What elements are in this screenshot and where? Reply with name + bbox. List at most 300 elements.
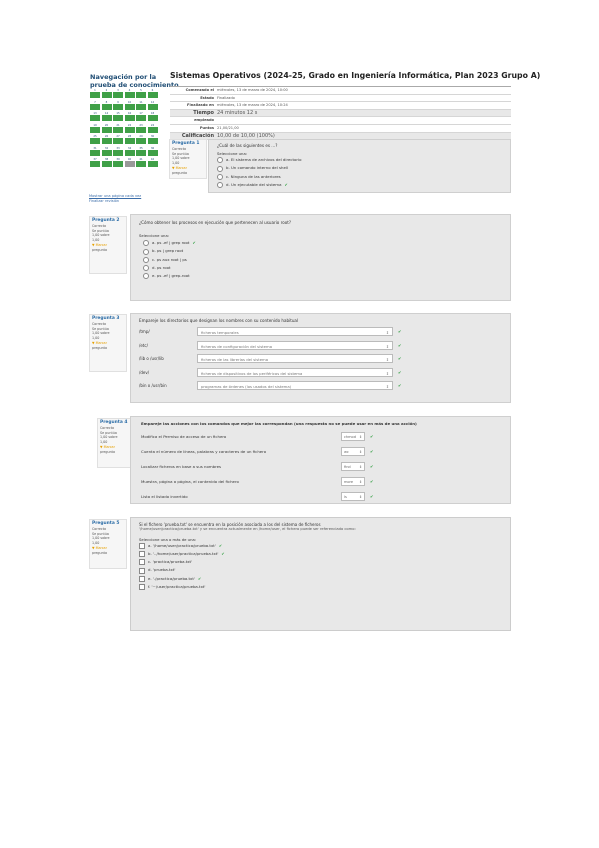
answer-option-label: d. Un ejecutable del sistema (226, 181, 282, 187)
match-select[interactable] (341, 492, 365, 501)
match-row (139, 366, 502, 380)
question-info-text: Se puntúa (92, 326, 109, 331)
match-row (139, 339, 502, 353)
nav-question-status (102, 127, 112, 133)
nav-question-27[interactable] (113, 135, 123, 145)
nav-question-17[interactable] (136, 112, 146, 122)
nav-question-status (113, 161, 123, 167)
nav-question-33[interactable] (113, 147, 123, 157)
question-4-box (130, 416, 511, 504)
summary-value: Finalizado (217, 95, 235, 100)
nav-question-35[interactable] (136, 147, 146, 157)
nav-question-status (113, 115, 123, 121)
answer-option[interactable] (217, 156, 502, 164)
question-navigation-grid (90, 89, 158, 168)
chevron-updown-icon: ⇕ (385, 343, 389, 349)
question-1-prompt: Seleccione una: (217, 151, 248, 157)
correct-check-icon: ✔ (398, 329, 402, 335)
question-info-text: Marcar (175, 165, 187, 170)
question-info-text: 1,00 (100, 440, 108, 445)
checkbox[interactable] (139, 568, 145, 574)
chevron-updown-icon: ⇕ (385, 384, 389, 390)
nav-question-34[interactable] (125, 147, 135, 157)
answer-option-label: a. El sistema de archivos del directorio (226, 157, 302, 163)
nav-question-8[interactable] (102, 101, 112, 111)
nav-question-number: 5 (136, 89, 146, 92)
checkbox[interactable] (139, 551, 145, 557)
answer-option[interactable] (143, 264, 498, 272)
nav-question-9[interactable] (113, 101, 123, 111)
nav-question-5[interactable] (136, 89, 146, 99)
summary-value (217, 117, 511, 124)
answer-option[interactable] (143, 256, 498, 264)
nav-question-40[interactable] (125, 158, 135, 168)
match-select[interactable] (197, 327, 393, 336)
nav-question-41[interactable] (136, 158, 146, 168)
nav-question-status (113, 104, 123, 110)
nav-question-status (90, 138, 100, 144)
nav-question-number: 40 (125, 158, 135, 161)
correct-check-icon: ✔ (370, 479, 374, 485)
correct-check-icon: ✔ (398, 356, 402, 362)
correct-check-icon: ✔ (221, 551, 225, 556)
correct-check-icon: ✔ (192, 240, 196, 246)
match-row (141, 429, 500, 444)
flag-icon: ▼ (92, 340, 96, 345)
match-select-value: wc (344, 450, 349, 455)
radio-button[interactable] (217, 157, 223, 163)
question-4-matches (131, 429, 510, 504)
nav-question-4[interactable] (125, 89, 135, 99)
flag-icon: ▼ (172, 165, 176, 170)
match-row (141, 444, 500, 459)
question-3-box (130, 313, 511, 403)
nav-question-25[interactable] (90, 135, 100, 145)
nav-question-32[interactable] (102, 147, 112, 157)
nav-question-14[interactable] (102, 112, 112, 122)
question-info-text: pregunta (92, 345, 107, 350)
nav-question-status (136, 115, 146, 121)
radio-button[interactable] (217, 174, 223, 180)
nav-question-status (136, 92, 146, 98)
flag-icon: ▼ (92, 545, 96, 550)
nav-question-10[interactable] (125, 101, 135, 111)
nav-question-37[interactable] (90, 158, 100, 168)
nav-question-number: 10 (125, 101, 135, 104)
answer-option[interactable] (143, 247, 498, 255)
nav-question-number: 2 (102, 89, 112, 92)
nav-question-status (90, 161, 100, 167)
nav-question-24[interactable] (148, 124, 158, 134)
match-select[interactable] (197, 368, 393, 377)
match-row (141, 459, 500, 474)
attempt-summary-table (170, 86, 511, 140)
summary-label: Finalizado en (187, 103, 214, 108)
nav-question-status (125, 138, 135, 144)
question-info-text: Pregunta 5 (92, 521, 120, 526)
nav-question-number: 23 (136, 124, 146, 127)
nav-question-number: 20 (102, 124, 112, 127)
nav-question-status (136, 104, 146, 110)
question-5-options (131, 542, 510, 591)
question-3-text: Empareje los directorios que designan los nombres con su contenido habitual (139, 318, 299, 323)
nav-question-status (125, 115, 135, 121)
summary-row (170, 95, 511, 103)
match-row (139, 379, 502, 393)
question-info-text: Se puntúa (100, 430, 117, 435)
radio-button[interactable] (143, 257, 149, 263)
match-select-value: find (344, 465, 351, 470)
nav-question-21[interactable] (113, 124, 123, 134)
checkbox[interactable] (139, 559, 145, 565)
nav-question-status (125, 150, 135, 156)
nav-question-number: 21 (113, 124, 123, 127)
nav-question-number: 4 (125, 89, 135, 92)
match-select[interactable] (341, 447, 365, 456)
question-info-text: Pregunta 1 (172, 141, 200, 146)
match-label: /bin o /usr/bin (139, 383, 167, 389)
nav-question-number: 22 (125, 124, 135, 127)
match-label: /lib o /usr/lib (139, 356, 164, 362)
checkbox[interactable] (139, 584, 145, 590)
summary-label: empleado (194, 118, 214, 123)
nav-question-number: 42 (148, 158, 158, 161)
nav-question-number: 9 (113, 101, 123, 104)
nav-question-7[interactable] (90, 101, 100, 111)
nav-question-number: 3 (113, 89, 123, 92)
match-select[interactable] (341, 462, 365, 471)
question-info-text: Correcta (172, 146, 187, 151)
question-info-text: Se puntúa (92, 228, 109, 233)
question-info-text: Correcta (92, 321, 107, 326)
question-5-text-2: '/home/user/practica/prueba.txt' y se encuentra actualmente en /home/user, el fichero puede ser referenciado como: (139, 527, 356, 531)
nav-question-23[interactable] (136, 124, 146, 134)
quiz-navigation-title: Navegación por la prueba de conocimiento (90, 73, 179, 89)
question-5-text-1: Si el fichero 'prueba.txt' se encuentra en la posición asociada a los del sistema de ficheros (139, 522, 321, 527)
nav-question-status (148, 92, 158, 98)
nav-question-28[interactable] (125, 135, 135, 145)
nav-question-number: 11 (136, 101, 146, 104)
nav-question-status (148, 150, 158, 156)
summary-label: Puntos (199, 125, 214, 130)
question-info-text: 1,00 sobre (92, 536, 110, 541)
question-info-line[interactable] (172, 171, 204, 176)
checkbox[interactable] (139, 543, 145, 549)
nav-question-number: 14 (102, 112, 112, 115)
match-select[interactable] (341, 432, 365, 441)
question-2-box (130, 214, 511, 301)
question-info-line[interactable] (100, 450, 132, 455)
answer-option-label: c. 'practica/prueba.txt' (148, 559, 193, 565)
answer-option-label: b. ps | grep root (152, 248, 184, 254)
nav-question-42[interactable] (148, 158, 158, 168)
correct-check-icon: ✔ (398, 383, 402, 389)
finish-review-link[interactable]: Finalizar revisión (89, 199, 120, 203)
answer-option[interactable] (217, 164, 502, 172)
nav-question-status (90, 127, 100, 133)
correct-check-icon: ✔ (197, 575, 202, 581)
correct-check-icon: ✔ (370, 434, 374, 440)
nav-question-status (90, 150, 100, 156)
match-row (139, 325, 502, 339)
question-info-line[interactable] (92, 346, 124, 351)
summary-label: Comenzado el (185, 88, 214, 92)
nav-question-number: 24 (148, 124, 158, 127)
answer-option[interactable] (217, 181, 502, 189)
radio-button[interactable] (143, 273, 149, 279)
answer-option[interactable] (139, 542, 502, 550)
question-5-prompt: Seleccione una o más de una: (139, 536, 197, 542)
nav-question-status (136, 138, 146, 144)
summary-row (170, 117, 511, 125)
nav-question-number: 32 (102, 147, 112, 150)
summary-value: miércoles, 13 de marzo de 2024, 10:00 (217, 88, 288, 92)
question-info-text: Pregunta 2 (92, 218, 120, 223)
nav-question-status (113, 150, 123, 156)
answer-option[interactable] (139, 566, 502, 574)
match-select-value: more (344, 480, 354, 485)
match-label: Modifica el Permiso de acceso de un fichero (141, 434, 227, 440)
match-select-value: ficheros de dispositivos de los periféricos del sistema (201, 370, 303, 376)
question-1-info (169, 139, 207, 179)
chevron-updown-icon: ⇕ (359, 435, 362, 440)
radio-button[interactable] (217, 166, 223, 172)
nav-question-number: 18 (148, 112, 158, 115)
question-2-text: ¿Cómo obtener los procesos en ejecución que pertenecen al usuario root? (139, 220, 291, 225)
match-select-value: ficheros de las librerías del sistema (201, 357, 269, 363)
nav-question-status (102, 161, 112, 167)
nav-question-11[interactable] (136, 101, 146, 111)
flag-icon: ▼ (92, 242, 96, 247)
radio-button[interactable] (143, 265, 149, 271)
checkbox[interactable] (139, 576, 145, 582)
nav-question-18[interactable] (148, 112, 158, 122)
match-label: Cuenta el número de líneas, palabras y caracteres de un fichero (141, 449, 267, 455)
answer-option[interactable] (139, 550, 502, 558)
nav-question-status (125, 104, 135, 110)
nav-question-31[interactable] (90, 147, 100, 157)
nav-question-22[interactable] (125, 124, 135, 134)
nav-question-status (136, 127, 146, 133)
correct-check-icon: ✔ (370, 449, 374, 455)
question-1-box (208, 139, 511, 193)
flag-icon: ▼ (100, 444, 104, 449)
correct-check-icon: ✔ (398, 342, 402, 348)
nav-question-status (102, 150, 112, 156)
match-select[interactable] (197, 341, 393, 350)
summary-value: 24 minutos 12 s (217, 109, 258, 116)
answer-option-label: c. Ninguna de las anteriores (226, 173, 281, 179)
nav-question-number: 16 (125, 112, 135, 115)
correct-check-icon: ✔ (218, 542, 223, 548)
nav-question-2[interactable] (102, 89, 112, 99)
answer-option[interactable] (139, 583, 502, 591)
question-info-text: pregunta (172, 170, 187, 175)
answer-option-label: e. './practica/prueba.txt' (148, 575, 195, 581)
chevron-updown-icon: ⇕ (359, 480, 362, 485)
answer-option-label: d. ps root (152, 264, 171, 270)
question-info-text: pregunta (100, 449, 115, 454)
answer-option-label: b. '../home/user/practica/prueba.txt' (148, 551, 219, 556)
question-info-text: Correcta (92, 223, 107, 228)
question-info-text: Correcta (100, 425, 115, 430)
question-3-matches (131, 325, 510, 393)
radio-button[interactable] (143, 240, 149, 246)
nav-question-number: 26 (102, 135, 112, 138)
nav-question-number: 38 (102, 158, 112, 161)
answer-option[interactable] (139, 575, 502, 583)
radio-button[interactable] (143, 249, 149, 255)
show-one-page-link[interactable]: Mostrar una página cada vez (89, 194, 142, 198)
match-select-value: chmod (344, 435, 356, 440)
chevron-updown-icon: ⇕ (359, 450, 362, 455)
nav-question-1[interactable] (90, 89, 100, 99)
correct-check-icon: ✔ (398, 369, 402, 375)
summary-row (170, 110, 511, 118)
match-label: /dev/ (139, 369, 150, 375)
radio-button[interactable] (217, 182, 223, 188)
question-info-text: pregunta (92, 550, 107, 555)
nav-question-3[interactable] (113, 89, 123, 99)
answer-option-label: d. 'prueba.txt' (148, 567, 176, 573)
question-info-text: 1,00 (92, 238, 100, 243)
question-info-text: Marcar (95, 340, 107, 345)
answer-option-label: f. '~/user/practica/prueba.txt' (148, 583, 206, 589)
question-info-text: pregunta (92, 247, 107, 252)
question-info-line[interactable] (92, 248, 124, 253)
nav-question-number: 13 (90, 112, 100, 115)
match-label: Localizar ficheros en base a sus nombres (141, 464, 222, 470)
summary-value: miércoles, 13 de marzo de 2024, 10:24 (217, 103, 288, 108)
nav-question-status (148, 138, 158, 144)
nav-question-36[interactable] (148, 147, 158, 157)
question-info-text: Pregunta 4 (100, 420, 128, 425)
nav-question-13[interactable] (90, 112, 100, 122)
correct-check-icon: ✔ (370, 464, 374, 470)
chevron-updown-icon: ⇕ (385, 330, 389, 336)
nav-question-6[interactable] (148, 89, 158, 99)
summary-row (170, 102, 511, 110)
question-info-text: Pregunta 3 (92, 316, 120, 321)
nav-question-status (102, 104, 112, 110)
nav-question-15[interactable] (113, 112, 123, 122)
question-info-text: Marcar (95, 242, 107, 247)
match-row (141, 489, 500, 504)
summary-row (170, 87, 511, 95)
match-row (141, 474, 500, 489)
question-5-box (130, 517, 511, 631)
nav-question-number: 7 (90, 101, 100, 104)
nav-question-12[interactable] (148, 101, 158, 111)
question-info-text: Se puntúa (92, 531, 109, 536)
nav-question-number: 34 (125, 147, 135, 150)
match-label: /etc/ (139, 342, 148, 348)
question-1-text: ¿Cuál de las siguientes es ...? (217, 143, 278, 148)
correct-check-icon: ✔ (370, 494, 374, 500)
nav-question-29[interactable] (136, 135, 146, 145)
nav-question-status (102, 115, 112, 121)
nav-question-26[interactable] (102, 135, 112, 145)
answer-option[interactable] (217, 173, 502, 181)
match-select-value: programas de órdenes (los usados del sistema) (201, 384, 292, 390)
match-select[interactable] (341, 477, 365, 486)
answer-option[interactable] (143, 272, 498, 280)
question-2-prompt: Seleccione una: (139, 233, 170, 239)
match-select[interactable] (197, 381, 393, 390)
nav-question-status (125, 92, 135, 98)
nav-question-number: 28 (125, 135, 135, 138)
question-info-text: Marcar (103, 444, 115, 449)
nav-question-19[interactable] (90, 124, 100, 134)
match-select-value: ficheros temporales (201, 330, 239, 336)
question-info-text: 1,00 (92, 336, 100, 341)
question-1-options (209, 156, 510, 189)
answer-option-label: e. ps -ef | grep-root (152, 273, 190, 279)
chevron-updown-icon: ⇕ (359, 495, 362, 500)
nav-question-number: 1 (90, 89, 100, 92)
chevron-updown-icon: ⇕ (385, 357, 389, 363)
nav-question-status (113, 127, 123, 133)
nav-question-number: 33 (113, 147, 123, 150)
nav-question-status (102, 138, 112, 144)
chevron-updown-icon: ⇕ (385, 370, 389, 376)
nav-question-status (90, 92, 100, 98)
page-title: Sistemas Operativos (2024-25, Grado en Ingeniería Informática, Plan 2023 Grupo A) (170, 71, 541, 80)
nav-question-16[interactable] (125, 112, 135, 122)
nav-question-status (148, 127, 158, 133)
nav-question-number: 12 (148, 101, 158, 104)
nav-question-number: 8 (102, 101, 112, 104)
nav-question-20[interactable] (102, 124, 112, 134)
nav-question-39[interactable] (113, 158, 123, 168)
nav-question-status (90, 104, 100, 110)
nav-question-status (102, 92, 112, 98)
question-2-info (89, 216, 127, 274)
summary-row (170, 125, 511, 133)
answer-option[interactable] (143, 239, 498, 247)
nav-question-status (148, 115, 158, 121)
nav-question-status (136, 150, 146, 156)
match-label: /tmp/ (139, 329, 150, 335)
answer-option[interactable] (139, 558, 502, 566)
nav-question-number: 41 (136, 158, 146, 161)
nav-question-number: 29 (136, 135, 146, 138)
answer-option-label: a. ps -ef | grep root (152, 240, 190, 246)
summary-label: Tiempo (193, 109, 214, 116)
match-row (139, 352, 502, 366)
question-info-text: Se puntúa (172, 151, 189, 156)
answer-option-label: a. '/home/user/practica/prueba.txt' (148, 542, 216, 548)
question-info-text: 1,00 sobre (100, 435, 118, 440)
question-4-text: Empareje las acciones con los comandos que mejor las correspondan (una respuesta no se puede usar en más de una acción) (141, 421, 417, 426)
match-select[interactable] (197, 354, 393, 363)
summary-label: Calificación (181, 132, 214, 139)
nav-question-status (148, 104, 158, 110)
question-info-line[interactable] (92, 551, 124, 556)
nav-question-30[interactable] (148, 135, 158, 145)
question-3-info (89, 314, 127, 372)
nav-question-number: 36 (148, 147, 158, 150)
summary-value: 10,00 de 10,00 (100%) (217, 132, 275, 139)
nav-question-38[interactable] (102, 158, 112, 168)
summary-label: Estado (200, 95, 214, 100)
question-info-text: 1,00 sobre (92, 233, 110, 238)
question-5-info (89, 519, 127, 569)
question-info-text: 1,00 (172, 161, 180, 166)
nav-question-number: 30 (148, 135, 158, 138)
nav-question-number: 15 (113, 112, 123, 115)
question-info-text: Correcta (92, 526, 107, 531)
